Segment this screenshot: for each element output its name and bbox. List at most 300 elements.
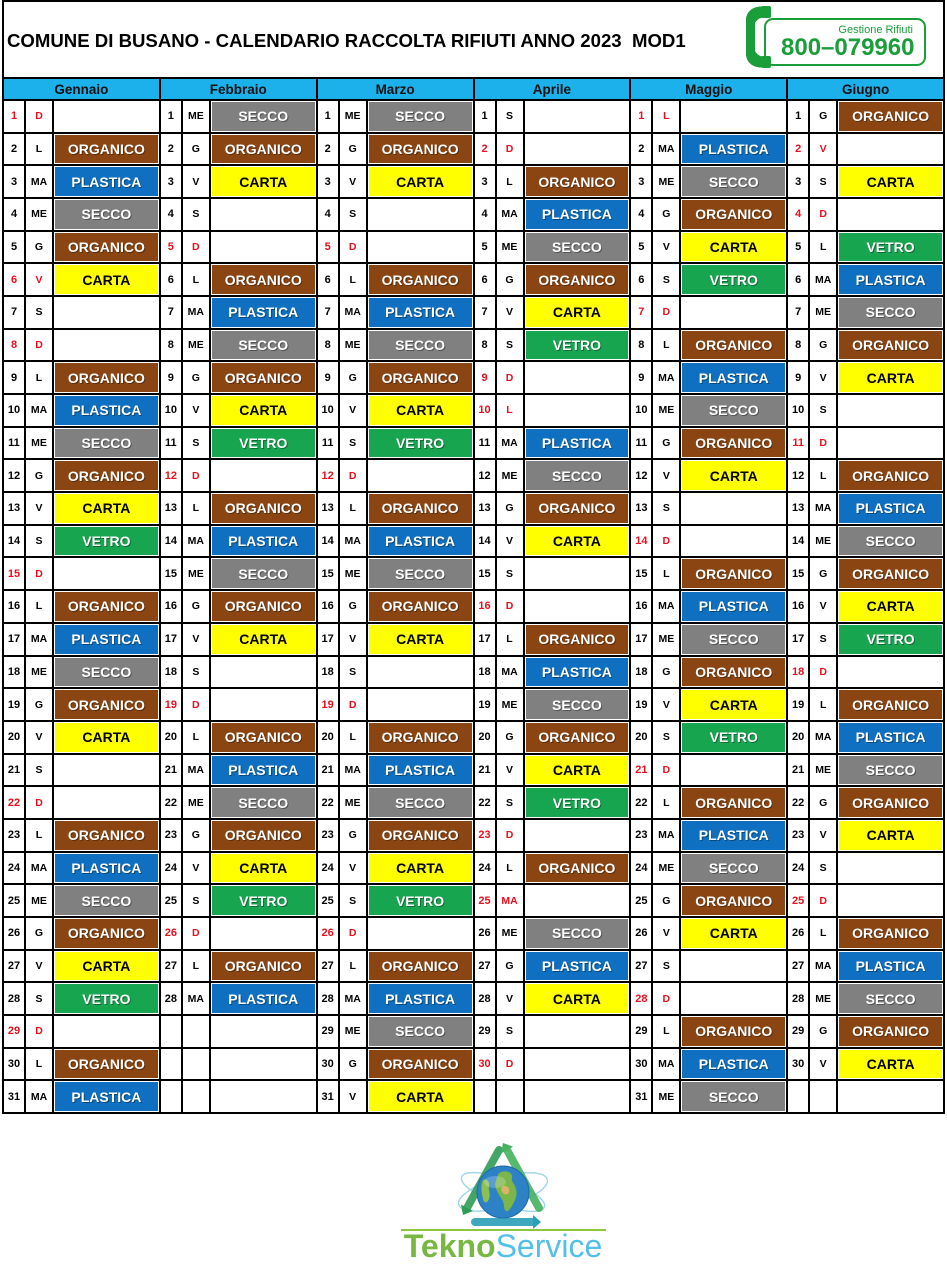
- collection-organico-tag: ORGANICO: [369, 821, 472, 850]
- collection-organico-tag: ORGANICO: [55, 461, 158, 490]
- day-number: 5: [631, 232, 651, 263]
- weekday: ME: [26, 657, 52, 688]
- holiday-day-number: 1: [631, 101, 651, 132]
- weekday: G: [810, 330, 836, 361]
- day-number: 20: [631, 722, 651, 753]
- month-header-gennaio: Gennaio: [4, 79, 159, 99]
- collection-cell: [525, 297, 630, 328]
- collection-carta-tag: CARTA: [526, 527, 629, 556]
- page-title: COMUNE DI BUSANO - CALENDARIO RACCOLTA RIFIUTI ANNO 2023 MOD1: [7, 30, 686, 51]
- collection-organico-tag: ORGANICO: [369, 135, 472, 164]
- holiday-weekday: MA: [497, 885, 523, 916]
- weekday: G: [340, 820, 366, 851]
- weekday: L: [183, 722, 209, 753]
- weekday: L: [26, 362, 52, 393]
- collection-cell: [838, 526, 943, 557]
- day-number: 8: [475, 330, 495, 361]
- collection-cell: [681, 134, 786, 165]
- day-number: 28: [161, 983, 181, 1014]
- weekday: G: [810, 787, 836, 818]
- day-number: 19: [631, 689, 651, 720]
- collection-cell: [368, 428, 473, 459]
- day-number: 17: [4, 624, 24, 655]
- collection-plastica-tag: PLASTICA: [682, 821, 785, 850]
- day-number: 24: [631, 853, 651, 884]
- day-number: 14: [161, 526, 181, 557]
- weekday: ME: [183, 101, 209, 132]
- empty-day-number: [161, 1016, 181, 1047]
- collection-secco-tag: SECCO: [369, 102, 472, 131]
- weekday: MA: [810, 722, 836, 753]
- recycling-globe-logo-icon: [453, 1142, 553, 1232]
- collection-organico-tag: ORGANICO: [369, 592, 472, 621]
- holiday-day-number: 8: [4, 330, 24, 361]
- day-number: 9: [4, 362, 24, 393]
- collection-organico-tag: ORGANICO: [369, 1050, 472, 1079]
- collection-cell: [525, 232, 630, 263]
- collection-cell: [681, 1016, 786, 1047]
- day-number: 2: [4, 134, 24, 165]
- weekday: V: [183, 395, 209, 426]
- day-number: 17: [475, 624, 495, 655]
- collection-cell: [681, 297, 786, 328]
- weekday: V: [653, 689, 679, 720]
- day-number: 4: [631, 199, 651, 230]
- collection-cell: [838, 297, 943, 328]
- day-number: 5: [4, 232, 24, 263]
- collection-cell: [368, 983, 473, 1014]
- collection-cell: [368, 264, 473, 295]
- weekday: ME: [653, 395, 679, 426]
- weekday: G: [26, 689, 52, 720]
- collection-plastica-tag: PLASTICA: [682, 363, 785, 392]
- collection-carta-tag: CARTA: [212, 167, 315, 196]
- day-number: 25: [4, 885, 24, 916]
- collection-carta-tag: CARTA: [369, 1082, 472, 1111]
- weekday: G: [340, 591, 366, 622]
- empty-day-number: [161, 1049, 181, 1080]
- day-number: 18: [318, 657, 338, 688]
- collection-organico-tag: ORGANICO: [55, 233, 158, 262]
- collection-cell: [838, 493, 943, 524]
- collection-cell: [368, 493, 473, 524]
- weekday: MA: [810, 951, 836, 982]
- collection-vetro-tag: VETRO: [55, 527, 158, 556]
- collection-cell: [211, 330, 316, 361]
- holiday-weekday: D: [497, 820, 523, 851]
- day-number: 29: [788, 1016, 808, 1047]
- day-number: 23: [161, 820, 181, 851]
- weekday: S: [340, 199, 366, 230]
- holiday-weekday: V: [810, 134, 836, 165]
- collection-secco-tag: SECCO: [682, 1082, 785, 1111]
- day-number: 22: [788, 787, 808, 818]
- day-number: 6: [475, 264, 495, 295]
- weekday: V: [810, 591, 836, 622]
- collection-cell: [838, 853, 943, 884]
- collection-organico-tag: ORGANICO: [369, 265, 472, 294]
- collection-organico-tag: ORGANICO: [839, 559, 942, 588]
- day-number: 16: [788, 591, 808, 622]
- weekday: ME: [340, 330, 366, 361]
- day-number: 25: [318, 885, 338, 916]
- collection-cell: [525, 1049, 630, 1080]
- collection-cell: [525, 1016, 630, 1047]
- day-number: 31: [631, 1081, 651, 1112]
- collection-cell: [211, 787, 316, 818]
- day-number: 15: [318, 558, 338, 589]
- weekday: G: [497, 493, 523, 524]
- collection-organico-tag: ORGANICO: [682, 788, 785, 817]
- collection-cell: [838, 1049, 943, 1080]
- day-number: 24: [318, 853, 338, 884]
- day-number: 1: [318, 101, 338, 132]
- empty-collection-cell: [838, 1081, 943, 1112]
- month-header-maggio: Maggio: [631, 79, 786, 99]
- weekday: S: [810, 395, 836, 426]
- day-number: 6: [631, 264, 651, 295]
- day-number: 3: [161, 166, 181, 197]
- collection-cell: [681, 918, 786, 949]
- collection-plastica-tag: PLASTICA: [369, 298, 472, 327]
- collection-secco-tag: SECCO: [682, 854, 785, 883]
- collection-cell: [681, 526, 786, 557]
- weekday: V: [26, 951, 52, 982]
- day-number: 9: [788, 362, 808, 393]
- day-number: 3: [318, 166, 338, 197]
- collection-cell: [54, 722, 159, 753]
- collection-cell: [211, 428, 316, 459]
- collection-cell: [525, 134, 630, 165]
- day-number: 14: [475, 526, 495, 557]
- holiday-day-number: 12: [318, 460, 338, 491]
- collection-organico-tag: ORGANICO: [682, 559, 785, 588]
- collection-secco-tag: SECCO: [526, 919, 629, 948]
- collection-cell: [681, 755, 786, 786]
- holiday-day-number: 2: [788, 134, 808, 165]
- holiday-day-number: 22: [4, 787, 24, 818]
- collection-cell: [525, 657, 630, 688]
- day-number: 6: [318, 264, 338, 295]
- holiday-weekday: D: [810, 199, 836, 230]
- collection-cell: [525, 983, 630, 1014]
- weekday: L: [183, 264, 209, 295]
- day-number: 27: [475, 951, 495, 982]
- collection-cell: [838, 885, 943, 916]
- day-number: 27: [631, 951, 651, 982]
- weekday: S: [340, 428, 366, 459]
- collection-vetro-tag: VETRO: [526, 788, 629, 817]
- holiday-weekday: D: [653, 755, 679, 786]
- holiday-weekday: D: [26, 101, 52, 132]
- weekday: MA: [497, 657, 523, 688]
- weekday: MA: [653, 820, 679, 851]
- collection-plastica-tag: PLASTICA: [55, 396, 158, 425]
- collection-cell: [54, 1049, 159, 1080]
- collection-cell: [838, 199, 943, 230]
- day-number: 15: [161, 558, 181, 589]
- day-number: 9: [161, 362, 181, 393]
- weekday: ME: [340, 558, 366, 589]
- day-number: 24: [788, 853, 808, 884]
- weekday: G: [810, 101, 836, 132]
- collection-cell: [525, 951, 630, 982]
- collection-carta-tag: CARTA: [839, 363, 942, 392]
- collection-organico-tag: ORGANICO: [839, 331, 942, 360]
- day-number: 19: [475, 689, 495, 720]
- collection-organico-tag: ORGANICO: [526, 625, 629, 654]
- empty-collection-cell: [211, 1016, 316, 1047]
- weekday: ME: [810, 983, 836, 1014]
- holiday-weekday: D: [340, 232, 366, 263]
- weekday: S: [340, 885, 366, 916]
- weekday: ME: [26, 885, 52, 916]
- collection-plastica-tag: PLASTICA: [526, 429, 629, 458]
- empty-weekday: [810, 1081, 836, 1112]
- logo-part-service: Service: [495, 1228, 603, 1264]
- day-number: 27: [788, 951, 808, 982]
- weekday: S: [497, 101, 523, 132]
- phone-contact-box: [764, 18, 926, 66]
- holiday-weekday: D: [653, 526, 679, 557]
- weekday: MA: [26, 395, 52, 426]
- weekday: V: [497, 755, 523, 786]
- day-number: 31: [4, 1081, 24, 1112]
- collection-cell: [525, 460, 630, 491]
- collection-cell: [368, 689, 473, 720]
- collection-cell: [368, 591, 473, 622]
- collection-plastica-tag: PLASTICA: [55, 1082, 158, 1111]
- day-number: 21: [4, 755, 24, 786]
- collection-cell: [525, 722, 630, 753]
- day-number: 4: [4, 199, 24, 230]
- collection-cell: [54, 983, 159, 1014]
- weekday: S: [497, 1016, 523, 1047]
- collection-cell: [838, 362, 943, 393]
- collection-cell: [368, 362, 473, 393]
- collection-organico-tag: ORGANICO: [55, 363, 158, 392]
- day-number: 11: [318, 428, 338, 459]
- weekday: L: [497, 853, 523, 884]
- holiday-weekday: D: [26, 558, 52, 589]
- collection-secco-tag: SECCO: [526, 690, 629, 719]
- holiday-day-number: 5: [161, 232, 181, 263]
- weekday: MA: [26, 853, 52, 884]
- weekday: L: [340, 951, 366, 982]
- day-number: 29: [475, 1016, 495, 1047]
- collection-organico-tag: ORGANICO: [839, 919, 942, 948]
- day-number: 17: [161, 624, 181, 655]
- empty-day-number: [161, 1081, 181, 1112]
- collection-cell: [368, 330, 473, 361]
- collection-cell: [54, 134, 159, 165]
- holiday-weekday: D: [653, 297, 679, 328]
- collection-vetro-tag: VETRO: [369, 886, 472, 915]
- day-number: 9: [631, 362, 651, 393]
- day-number: 3: [4, 166, 24, 197]
- weekday: MA: [26, 166, 52, 197]
- collection-secco-tag: SECCO: [55, 200, 158, 229]
- weekday: ME: [26, 428, 52, 459]
- day-number: 7: [475, 297, 495, 328]
- weekday: G: [497, 951, 523, 982]
- holiday-day-number: 1: [4, 101, 24, 132]
- holiday-day-number: 19: [161, 689, 181, 720]
- holiday-weekday: D: [340, 460, 366, 491]
- weekday: L: [653, 330, 679, 361]
- collection-cell: [211, 591, 316, 622]
- weekday: V: [653, 460, 679, 491]
- collection-cell: [54, 918, 159, 949]
- day-number: 15: [631, 558, 651, 589]
- day-number: 11: [631, 428, 651, 459]
- weekday: G: [340, 134, 366, 165]
- collection-cell: [54, 395, 159, 426]
- collection-cell: [525, 689, 630, 720]
- holiday-day-number: 29: [4, 1016, 24, 1047]
- collection-cell: [681, 689, 786, 720]
- collection-cell: [54, 330, 159, 361]
- day-number: 20: [788, 722, 808, 753]
- day-number: 24: [161, 853, 181, 884]
- collection-cell: [211, 918, 316, 949]
- collection-cell: [525, 624, 630, 655]
- weekday: ME: [340, 1016, 366, 1047]
- day-number: 19: [4, 689, 24, 720]
- collection-secco-tag: SECCO: [55, 658, 158, 687]
- collection-cell: [211, 722, 316, 753]
- holiday-weekday: D: [810, 885, 836, 916]
- weekday: S: [497, 330, 523, 361]
- collection-cell: [54, 526, 159, 557]
- collection-organico-tag: ORGANICO: [839, 788, 942, 817]
- weekday: ME: [497, 232, 523, 263]
- weekday: V: [340, 1081, 366, 1112]
- collection-cell: [838, 232, 943, 263]
- collection-secco-tag: SECCO: [212, 331, 315, 360]
- weekday: G: [26, 232, 52, 263]
- weekday: S: [26, 755, 52, 786]
- collection-cell: [525, 101, 630, 132]
- weekday: ME: [183, 330, 209, 361]
- collection-cell: [681, 166, 786, 197]
- collection-organico-tag: ORGANICO: [369, 952, 472, 981]
- collection-cell: [54, 101, 159, 132]
- collection-carta-tag: CARTA: [839, 592, 942, 621]
- day-number: 22: [318, 787, 338, 818]
- day-number: 8: [318, 330, 338, 361]
- weekday: V: [497, 983, 523, 1014]
- collection-carta-tag: CARTA: [682, 919, 785, 948]
- collection-organico-tag: ORGANICO: [526, 494, 629, 523]
- collection-secco-tag: SECCO: [839, 298, 942, 327]
- weekday: S: [653, 722, 679, 753]
- weekday: G: [653, 885, 679, 916]
- collection-cell: [838, 689, 943, 720]
- weekday: V: [340, 166, 366, 197]
- collection-cell: [368, 951, 473, 982]
- weekday: MA: [340, 297, 366, 328]
- collection-secco-tag: SECCO: [55, 429, 158, 458]
- collection-cell: [368, 1081, 473, 1112]
- collection-organico-tag: ORGANICO: [526, 723, 629, 752]
- collection-cell: [838, 983, 943, 1014]
- weekday: ME: [497, 460, 523, 491]
- day-number: 28: [4, 983, 24, 1014]
- collection-organico-tag: ORGANICO: [212, 494, 315, 523]
- collection-carta-tag: CARTA: [55, 265, 158, 294]
- collection-cell: [368, 885, 473, 916]
- holiday-weekday: L: [653, 101, 679, 132]
- weekday: G: [183, 591, 209, 622]
- collection-cell: [211, 101, 316, 132]
- collection-cell: [54, 232, 159, 263]
- collection-carta-tag: CARTA: [526, 298, 629, 327]
- holiday-weekday: D: [183, 460, 209, 491]
- collection-secco-tag: SECCO: [682, 396, 785, 425]
- collection-cell: [838, 558, 943, 589]
- day-number: 29: [631, 1016, 651, 1047]
- collection-cell: [838, 918, 943, 949]
- collection-cell: [211, 951, 316, 982]
- day-number: 3: [631, 166, 651, 197]
- empty-collection-cell: [211, 1049, 316, 1080]
- holiday-day-number: 5: [318, 232, 338, 263]
- collection-organico-tag: ORGANICO: [682, 429, 785, 458]
- collection-cell: [211, 983, 316, 1014]
- weekday: V: [810, 362, 836, 393]
- collection-cell: [368, 166, 473, 197]
- collection-organico-tag: ORGANICO: [212, 952, 315, 981]
- collection-carta-tag: CARTA: [212, 625, 315, 654]
- collection-cell: [368, 755, 473, 786]
- day-number: 12: [788, 460, 808, 491]
- empty-collection-cell: [211, 1081, 316, 1112]
- collection-cell: [54, 297, 159, 328]
- collection-cell: [211, 657, 316, 688]
- day-number: 20: [318, 722, 338, 753]
- weekday: S: [653, 493, 679, 524]
- weekday: ME: [653, 853, 679, 884]
- collection-secco-tag: SECCO: [212, 559, 315, 588]
- collection-carta-tag: CARTA: [55, 952, 158, 981]
- collection-cell: [681, 199, 786, 230]
- collection-plastica-tag: PLASTICA: [526, 658, 629, 687]
- day-number: 23: [4, 820, 24, 851]
- collection-cell: [681, 657, 786, 688]
- weekday: G: [183, 362, 209, 393]
- weekday: ME: [810, 526, 836, 557]
- collection-cell: [838, 755, 943, 786]
- weekday: L: [183, 493, 209, 524]
- day-number: 2: [631, 134, 651, 165]
- holiday-day-number: 4: [788, 199, 808, 230]
- holiday-weekday: D: [26, 330, 52, 361]
- day-number: 16: [631, 591, 651, 622]
- month-header-giugno: Giugno: [788, 79, 943, 99]
- weekday: L: [810, 460, 836, 491]
- weekday: L: [653, 1016, 679, 1047]
- empty-weekday: [183, 1049, 209, 1080]
- day-number: 20: [475, 722, 495, 753]
- day-number: 7: [4, 297, 24, 328]
- holiday-weekday: D: [340, 689, 366, 720]
- holiday-day-number: 2: [475, 134, 495, 165]
- day-number: 8: [161, 330, 181, 361]
- collection-cell: [368, 1049, 473, 1080]
- empty-weekday: [497, 1081, 523, 1112]
- collection-carta-tag: CARTA: [839, 167, 942, 196]
